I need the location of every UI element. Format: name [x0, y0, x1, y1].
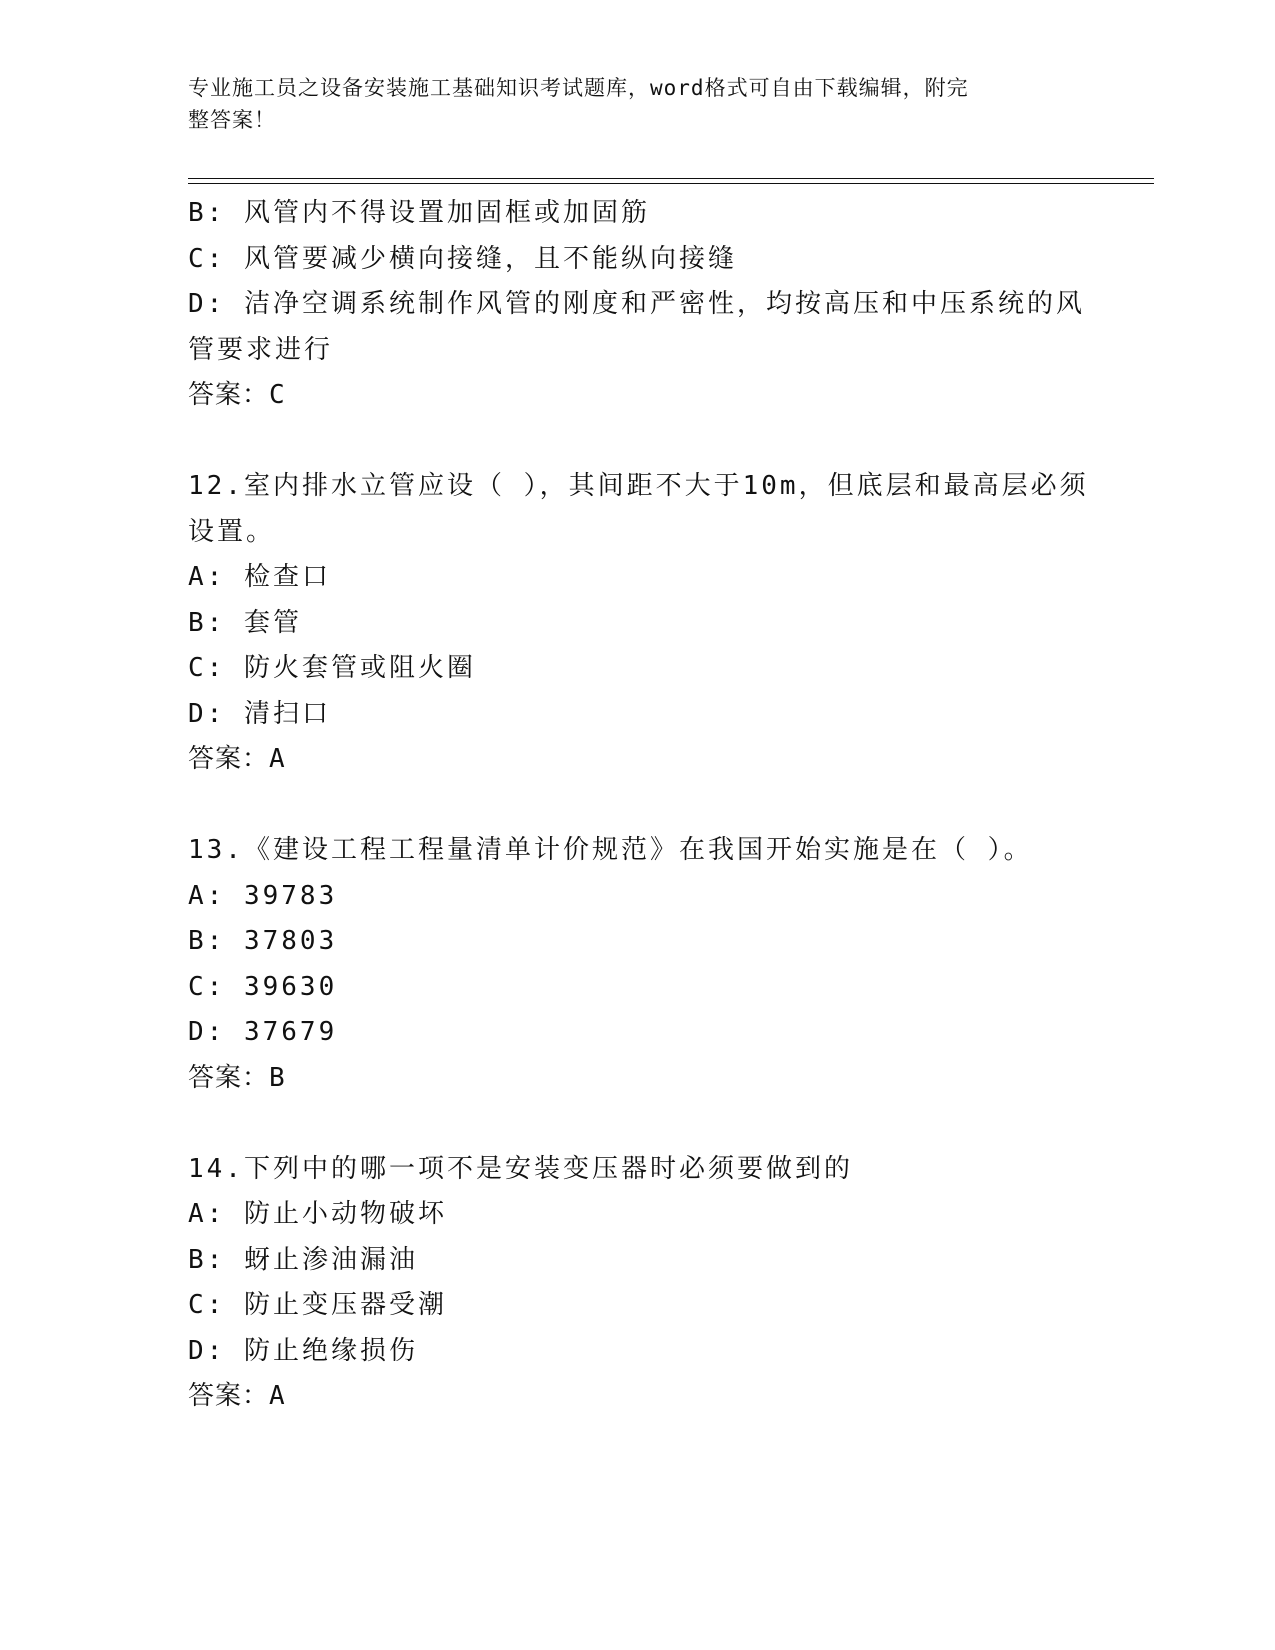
- q13-stem: 13.《建设工程工程量清单计价规范》在我国开始实施是在（ ）。: [188, 835, 1033, 865]
- q14-stem: 14.下列中的哪一项不是安装变压器时必须要做到的: [188, 1153, 853, 1184]
- q11-option-b: B: 风管内不得设置加固框或加固筋: [188, 198, 650, 228]
- q14-option-c: C: 防止变压器受潮: [188, 1290, 447, 1320]
- q14-option-a: A: 防止小动物破坏: [188, 1199, 447, 1229]
- document-header: [188, 72, 1068, 136]
- q12-stem-line-1: 12.室内排水立管应设（ ），其间距不大于10m，但底层和最高层必须: [188, 471, 1089, 501]
- q12-option-a: A: 检查口: [188, 562, 331, 592]
- q11-option-c: C: 风管要减少横向接缝，且不能纵向接缝: [188, 243, 737, 274]
- q13-option-c: C: 39630: [188, 971, 338, 1002]
- q11-answer: 答案：C: [188, 380, 286, 410]
- header-divider-top: [188, 178, 1154, 179]
- question-14: [188, 1147, 1088, 1420]
- question-13: [188, 828, 1088, 1101]
- header-divider-bottom: [188, 183, 1154, 184]
- question-12: [188, 464, 1088, 783]
- q11-option-d-line-2: 管要求进行: [188, 334, 334, 365]
- q13-option-d: D: 37679: [188, 1017, 338, 1047]
- spacer: [188, 419, 1088, 465]
- q13-answer: 答案：B: [188, 1062, 286, 1093]
- q12-option-d: D: 清扫口: [188, 698, 331, 729]
- header-title-line-1: 专业施工员之设备安装施工基础知识考试题库，word格式可自由下载编辑，附完: [188, 76, 969, 100]
- question-11: [188, 191, 1088, 419]
- q13-option-a: A: 39783: [188, 880, 338, 911]
- q14-option-b: B: 蚜止渗油漏油: [188, 1244, 418, 1275]
- spacer: [188, 1101, 1088, 1147]
- q14-option-d: D: 防止绝缘损伤: [188, 1335, 418, 1366]
- spacer: [188, 783, 1088, 829]
- q12-option-c: C: 防火套管或阻火圈: [188, 653, 476, 683]
- q12-option-b: B: 套管: [188, 607, 302, 638]
- question-list: [188, 191, 1088, 1420]
- q12-stem-line-2: 设置。: [188, 516, 276, 547]
- header-title-line-2: 整答案！: [188, 108, 276, 132]
- q13-option-b: B: 37803: [188, 926, 338, 956]
- q12-answer: 答案：A: [188, 744, 286, 774]
- q11-option-d-line-1: D: 洁净空调系统制作风管的刚度和严密性，均按高压和中压系统的风: [188, 289, 1085, 319]
- q14-answer: 答案：A: [188, 1381, 286, 1411]
